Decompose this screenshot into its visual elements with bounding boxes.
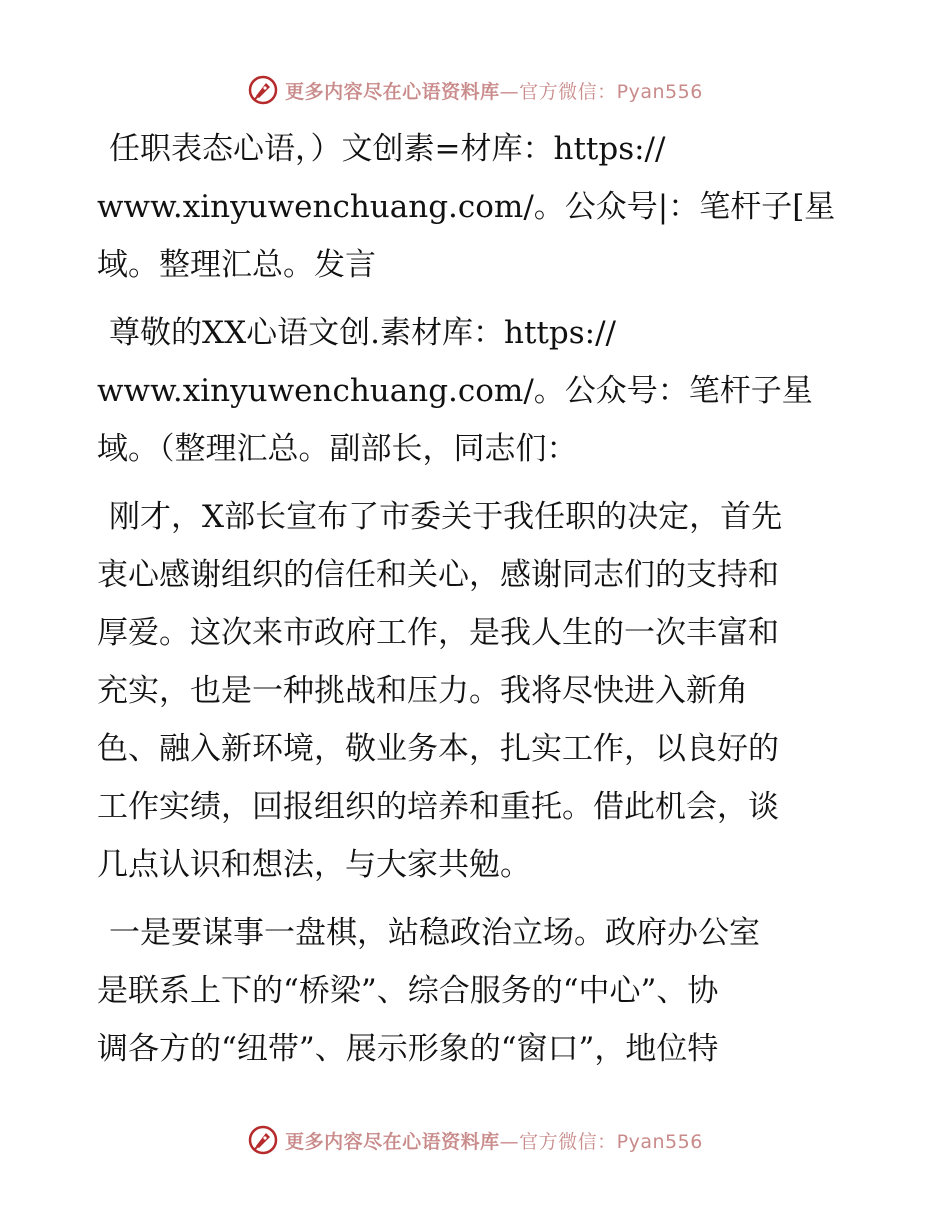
text-line: 几点认识和想法，与大家共勉。 bbox=[97, 847, 531, 883]
paragraph-2 bbox=[97, 304, 857, 478]
text-line: 域。整理汇总。发言 bbox=[97, 247, 376, 283]
text-line: 色、融入新环境，敬业务本，扎实工作，以良好的 bbox=[97, 731, 779, 767]
banner-contact-text: —官方微信：Pyan556 bbox=[499, 1130, 703, 1153]
banner-bold-text: 更多内容尽在心语资料库 bbox=[285, 80, 500, 103]
header-banner bbox=[0, 70, 950, 110]
text-line: 域。（整理汇总。副部长，同志们： bbox=[97, 431, 578, 467]
text-line: 充实，也是一种挑战和压力。我将尽快进入新角 bbox=[97, 673, 748, 709]
text-line: 是联系上下的“桥梁”、综合服务的“中心”、协 bbox=[97, 973, 719, 1009]
pen-nib-logo-icon bbox=[247, 74, 279, 106]
footer-banner bbox=[0, 1120, 950, 1160]
paragraph-3 bbox=[97, 488, 857, 894]
text-line: 厚爱。这次来市政府工作，是我人生的一次丰富和 bbox=[97, 615, 779, 651]
text-line: 一是要谋事一盘棋，站稳政治立场。政府办公室 bbox=[109, 915, 760, 951]
text-line: 衷心感谢组织的信任和关心，感谢同志们的支持和 bbox=[97, 557, 779, 593]
banner-contact-text: —官方微信：Pyan556 bbox=[499, 80, 703, 103]
text-line: www.xinyuwenchuang.com/。公众号|：笔杆子[星 bbox=[97, 189, 836, 225]
banner-bold-text: 更多内容尽在心语资料库 bbox=[285, 1130, 500, 1153]
text-line: www.xinyuwenchuang.com/。公众号：笔杆子星 bbox=[97, 373, 813, 409]
text-line: 调各方的“纽带”、展示形象的“窗口”，地位特 bbox=[97, 1031, 719, 1067]
text-line: 任职表态心语，）文创素=材库：https:// bbox=[109, 131, 666, 167]
banner-text bbox=[285, 77, 703, 104]
banner-content bbox=[247, 74, 703, 106]
banner-content bbox=[247, 1124, 703, 1156]
pen-nib-logo-icon bbox=[247, 1124, 279, 1156]
paragraph-4 bbox=[97, 904, 857, 1078]
document-body bbox=[97, 120, 857, 1088]
paragraph-1 bbox=[97, 120, 857, 294]
text-line: 尊敬的XX心语文创.素材库：https:// bbox=[109, 315, 616, 351]
text-line: 工作实绩，回报组织的培养和重托。借此机会，谈 bbox=[97, 789, 779, 825]
banner-text bbox=[285, 1127, 703, 1154]
text-line: 刚才，X部长宣布了市委关于我任职的决定，首先 bbox=[109, 499, 783, 535]
